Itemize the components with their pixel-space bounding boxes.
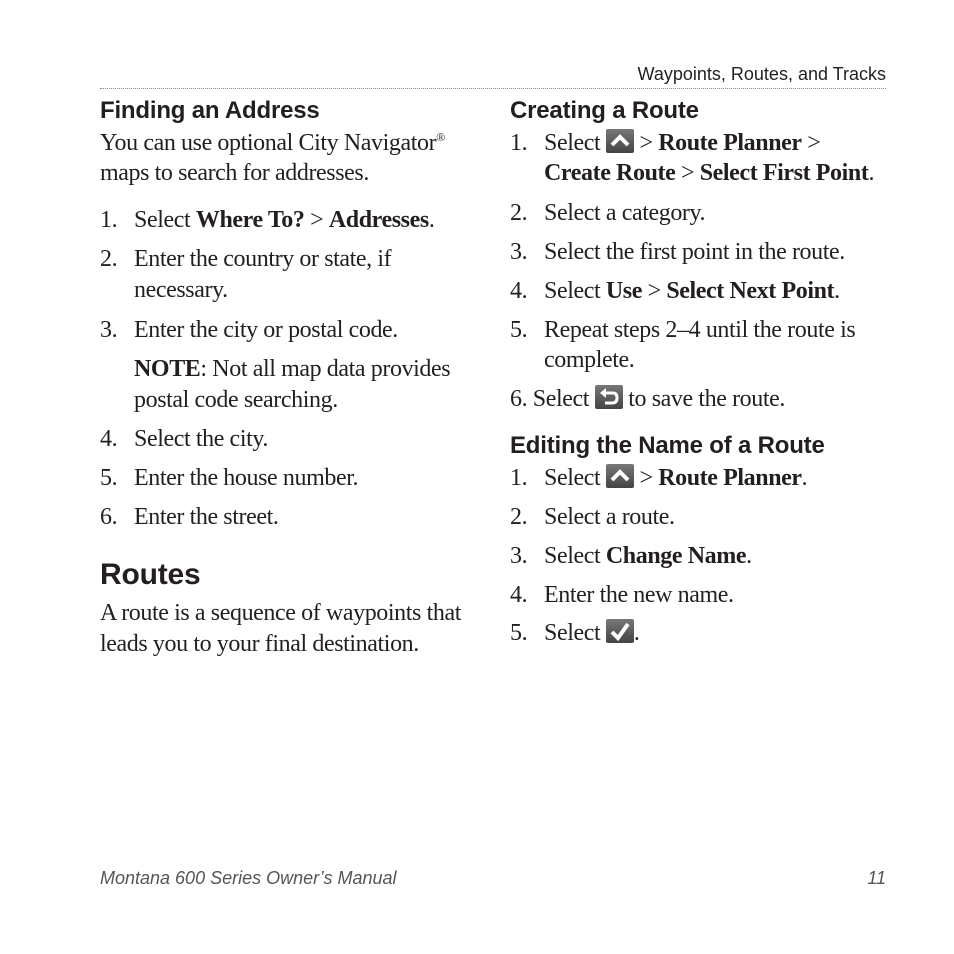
text: Select a category. xyxy=(544,200,706,226)
step-number: 1. xyxy=(510,465,528,491)
text: Enter the street. xyxy=(134,504,279,530)
text: Select xyxy=(544,620,606,646)
text: > xyxy=(633,465,659,491)
creating-step-5-cont: complete. xyxy=(544,347,635,373)
step-number: 4. xyxy=(100,426,118,452)
text: > xyxy=(304,207,329,233)
text: > xyxy=(633,130,659,156)
step-number: 1. xyxy=(510,130,528,156)
step-number: 4. xyxy=(510,582,528,608)
creating-step-1-cont xyxy=(544,158,874,188)
step-number: 3. xyxy=(510,239,528,265)
text: . xyxy=(633,620,640,646)
checkmark-icon xyxy=(606,619,634,643)
menu-use: Use xyxy=(605,278,642,304)
creating-step-6 xyxy=(510,384,785,414)
page-number: 11 xyxy=(867,868,886,888)
editing-route-heading: Editing the Name of a Route xyxy=(510,432,825,459)
finding-step-2-cont: necessary. xyxy=(134,277,228,303)
note-label: NOTE xyxy=(134,356,201,382)
note-line2: postal code searching. xyxy=(134,387,338,413)
text: Enter the new name. xyxy=(544,582,734,608)
finding-step-3 xyxy=(100,315,398,345)
text: Select xyxy=(134,207,196,233)
menu-addresses: Addresses xyxy=(328,207,429,233)
registered-mark: ® xyxy=(436,130,445,144)
finding-intro-line2: maps to search for addresses. xyxy=(100,160,369,186)
editing-step-2 xyxy=(510,502,675,532)
menu-route-planner: Route Planner xyxy=(658,130,802,156)
text: > xyxy=(801,130,821,156)
text: Enter the city or postal code. xyxy=(134,317,398,343)
text: . xyxy=(428,207,435,233)
editing-step-3 xyxy=(510,541,752,571)
editing-step-5 xyxy=(510,618,639,648)
home-up-arrow-icon xyxy=(606,464,634,488)
step-number: 2. xyxy=(510,504,528,530)
intro-text: You can use optional City Navigator xyxy=(100,130,437,156)
text: : Not all map data provides xyxy=(200,356,451,382)
text: Enter the country or state, if xyxy=(134,246,392,272)
step-number: 5. xyxy=(510,620,528,646)
text: > xyxy=(675,160,700,186)
step-number: 6. xyxy=(100,504,118,530)
menu-change-name: Change Name xyxy=(605,543,747,569)
finding-step-6 xyxy=(100,502,278,532)
finding-intro-line1 xyxy=(100,128,445,158)
text: . xyxy=(801,465,808,491)
text: Select xyxy=(544,465,606,491)
text: Select xyxy=(544,543,606,569)
step-number: 4. xyxy=(510,278,528,304)
step-number: 2. xyxy=(510,200,528,226)
editing-step-4 xyxy=(510,580,734,610)
creating-step-5 xyxy=(510,315,855,345)
text: Select xyxy=(544,278,606,304)
routes-intro-line1: A route is a sequence of waypoints that xyxy=(100,600,461,626)
text: to save the route. xyxy=(622,386,786,412)
routes-intro-line2: leads you to your final destination. xyxy=(100,631,419,657)
text: 6. Select xyxy=(510,386,595,412)
text: Select xyxy=(544,130,606,156)
step-number: 1. xyxy=(100,207,118,233)
running-header: Waypoints, Routes, and Tracks xyxy=(637,64,886,84)
step-number: 3. xyxy=(100,317,118,343)
step-number: 3. xyxy=(510,543,528,569)
text: Repeat steps 2–4 until the route is xyxy=(544,317,856,343)
text: Enter the house number. xyxy=(134,465,359,491)
header-divider xyxy=(100,88,886,89)
finding-step-4 xyxy=(100,424,268,454)
creating-step-4 xyxy=(510,276,840,306)
note-line1 xyxy=(134,354,450,384)
finding-step-1 xyxy=(100,205,434,235)
creating-route-heading: Creating a Route xyxy=(510,97,699,124)
text: > xyxy=(641,278,667,304)
menu-select-first-point: Select First Point xyxy=(699,160,869,186)
home-up-arrow-icon xyxy=(606,129,634,153)
editing-step-1 xyxy=(510,463,807,493)
creating-step-1 xyxy=(510,128,820,158)
text: . xyxy=(746,543,752,569)
footer-manual-title: Montana 600 Series Owner’s Manual xyxy=(100,868,397,888)
finding-step-2 xyxy=(100,244,391,274)
back-arrow-icon xyxy=(595,385,623,409)
text: . xyxy=(868,160,875,186)
step-number: 2. xyxy=(100,246,118,272)
menu-select-next-point: Select Next Point xyxy=(666,278,835,304)
menu-where-to: Where To? xyxy=(195,207,305,233)
menu-create-route: Create Route xyxy=(544,160,676,186)
step-number: 5. xyxy=(510,317,528,343)
text: Select the city. xyxy=(134,426,268,452)
text: Select a route. xyxy=(544,504,675,530)
text: Select the first point in the route. xyxy=(544,239,845,265)
menu-route-planner: Route Planner xyxy=(658,465,802,491)
creating-step-3 xyxy=(510,237,845,267)
step-number: 5. xyxy=(100,465,118,491)
creating-step-2 xyxy=(510,198,705,228)
finding-step-5 xyxy=(100,463,358,493)
routes-heading: Routes xyxy=(100,558,201,591)
text: . xyxy=(834,278,840,304)
finding-address-heading: Finding an Address xyxy=(100,97,320,124)
